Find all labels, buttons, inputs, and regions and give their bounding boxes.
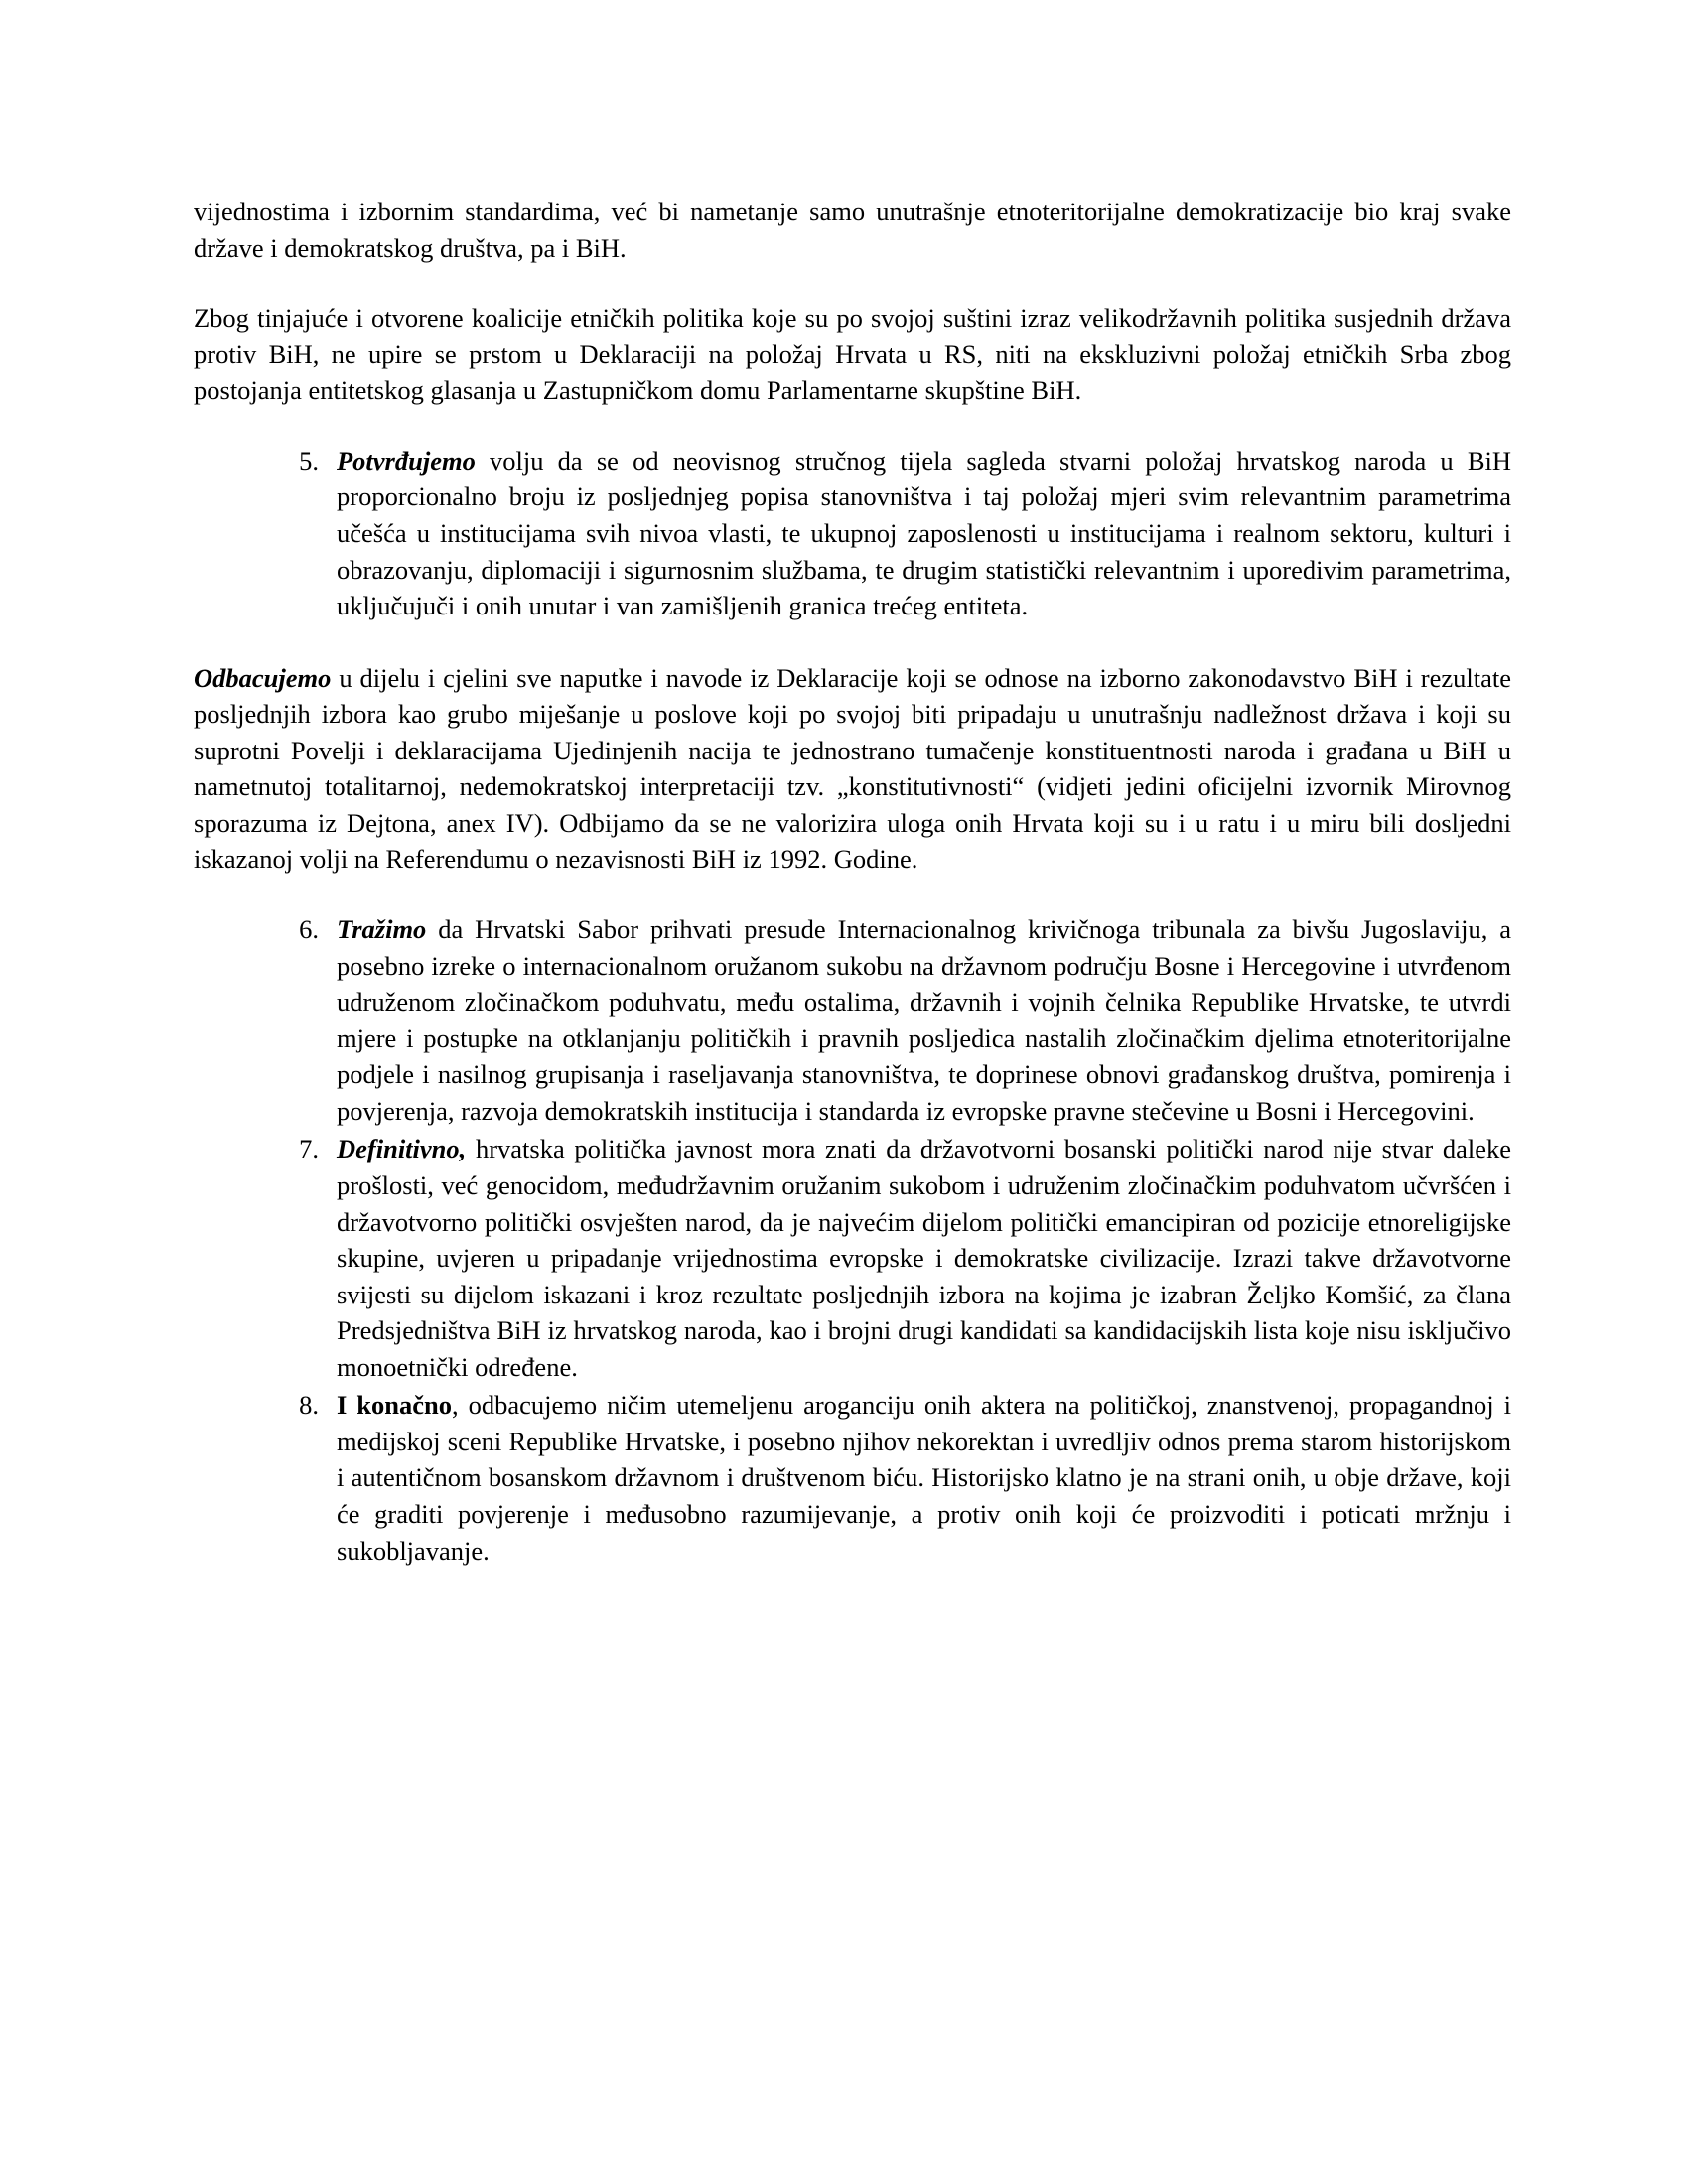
paragraph-spacer xyxy=(194,624,1511,660)
numbered-list-first xyxy=(194,443,1511,624)
list-item-lead: I konačno xyxy=(337,1390,453,1421)
paragraph-coalition: Zbog tinjajuće i otvorene koalicije etničkih politika koje su po svojoj suštini izraz velikodržavnih politika susjednih država protiv BiH, ne upire se prstom u Deklaraciji na položaj Hrvata u RS, niti na ekskluzivni položaj etničkih Srba zbog postojanja entitetskog glasanja u Zastupničkom domu Parlamentarne skupštine BiH. xyxy=(194,303,1511,406)
paragraph-spacer xyxy=(194,409,1511,443)
list-item-marker: 8. xyxy=(299,1390,319,1421)
paragraph-lead: Odbacujemo xyxy=(194,662,332,693)
list-item xyxy=(255,443,1511,624)
list-item-marker: 7. xyxy=(299,1134,319,1164)
paragraph-body: u dijelu i cjelini sve naputke i navode iz Deklaracije koji se odnose na izborno zakonodavstvo BiH i rezultate posljednjih izbora kao grubo miješanje u poslove koji po svojoj biti pripadaju u unutrašnju nadležnost država i koji su suprotni Povelji i deklaracijama Ujedinjenih nacija te jednostrano tumačenje konstituentnosti naroda i građana u BiH u nametnutoj totalitarnoj, nedemokratskoj interpretaciji tzv. „konstitutivnosti“ (vidjeti jedini oficijelni izvornik Mirovnog sporazuma iz Dejtona, anex IV). Odbijamo da se ne valorizira uloga onih Hrvata koji su i u ratu i u miru bili dosljedni iskazanoj volji na Referendumu o nezavisnosti BiH iz 1992. Godine. xyxy=(194,662,1511,875)
list-item-text: hrvatska politička javnost mora znati da državotvorni bosanski politički narod nije stvar daleke prošlosti, već genocidom, međudržavnim oružanim sukobom i udruženim zločinačkim poduhvatom učvršćen i državotvorno politički osvješten narod, da je najvećim dijelom politički emancipiran od pozicije etnoreligijske skupine, uvjeren u pripadanje vrijednostima evropske i demokratske civilizacije. Izrazi takve državotvorne svijesti su dijelom iskazani i kroz rezultate posljednjih izbora na kojima je izabran Željko Komšić, za člana Predsjedništva BiH iz hrvatskog naroda, kao i brojni drugi kandidati sa kandidacijskih lista koje nisu isključivo monoetnički određene. xyxy=(337,1134,1511,1382)
paragraph-intro: vijednostima i izbornim standardima, već bi nametanje samo unutrašnje etnoteritorijalne demokratizacije bio kraj svake države i demokratskog društva, pa i BiH. xyxy=(194,197,1511,263)
numbered-list-second xyxy=(194,911,1511,1569)
list-item-text: da Hrvatski Sabor prihvati presude Internacionalnog krivičnoga tribunala za bivšu Jugoslaviju, a posebno izreke o internacionalnom oružanom sukobu na državnom području Bosne i Hercegovine i utvrđenom udruženom zločinačkom poduhvatu, među ostalima, državnih i vojnih čelnika Republike Hrvatske, te utvrdi mjere i postupke na otklanjanju političkih i pravnih posljedica nastalih zločinačkim djelima etnoteritorijalne podjele i nasilnog grupisanja i raseljavanja stanovništva, te doprinese obnovi građanskog društva, pomirenja i povjerenja, razvoja demokratskih institucija i standarda iz evropske pravne stečevine u Bosni i Hercegovini. xyxy=(337,914,1511,1126)
paragraph-odbacujemo xyxy=(194,660,1511,878)
paragraph-spacer xyxy=(194,878,1511,911)
paragraph-spacer xyxy=(194,266,1511,300)
list-item-marker: 6. xyxy=(299,914,319,944)
list-item-lead: Definitivno, xyxy=(337,1134,467,1164)
list-item-lead: Tražimo xyxy=(337,914,427,944)
list-item-text: volju da se od neovisnog stručnog tijela sagleda stvarni položaj hrvatskog naroda u BiH proporcionalno broju iz posljednjeg popisa stanovništva i taj položaj mjeri svim relevantnim parametrima učešća u institucijama svih nivoa vlasti, te ukupnoj zaposlenosti u institucijama i realnom sektoru, kulturi i obrazovanju, diplomaciji i sigurnosnim službama, te drugim statistički relevantnim i uporedivim parametrima, uključujuči i onih unutar i van zamišljenih granica trećeg entiteta. xyxy=(337,445,1511,621)
list-item xyxy=(255,1387,1511,1569)
list-item xyxy=(255,1131,1511,1385)
list-item xyxy=(255,911,1511,1129)
list-item-lead: Potvrđujemo xyxy=(337,445,476,476)
list-item-marker: 5. xyxy=(299,445,319,476)
list-item-text: , odbacujemo ničim utemeljenu aroganciju onih aktera na političkoj, znanstvenoj, propagandnoj i medijskoj sceni Republike Hrvatske, i posebno njihov nekorektan i uvredljiv odnos prema starom historijskom i autentičnom bosanskom državnom i društvenom biću. Historijsko klatno je na strani onih, u obje države, koji će graditi povjerenje i međusobno razumijevanje, a protiv onih koji će proizvoditi i poticati mržnju i sukobljavanje. xyxy=(337,1390,1511,1566)
